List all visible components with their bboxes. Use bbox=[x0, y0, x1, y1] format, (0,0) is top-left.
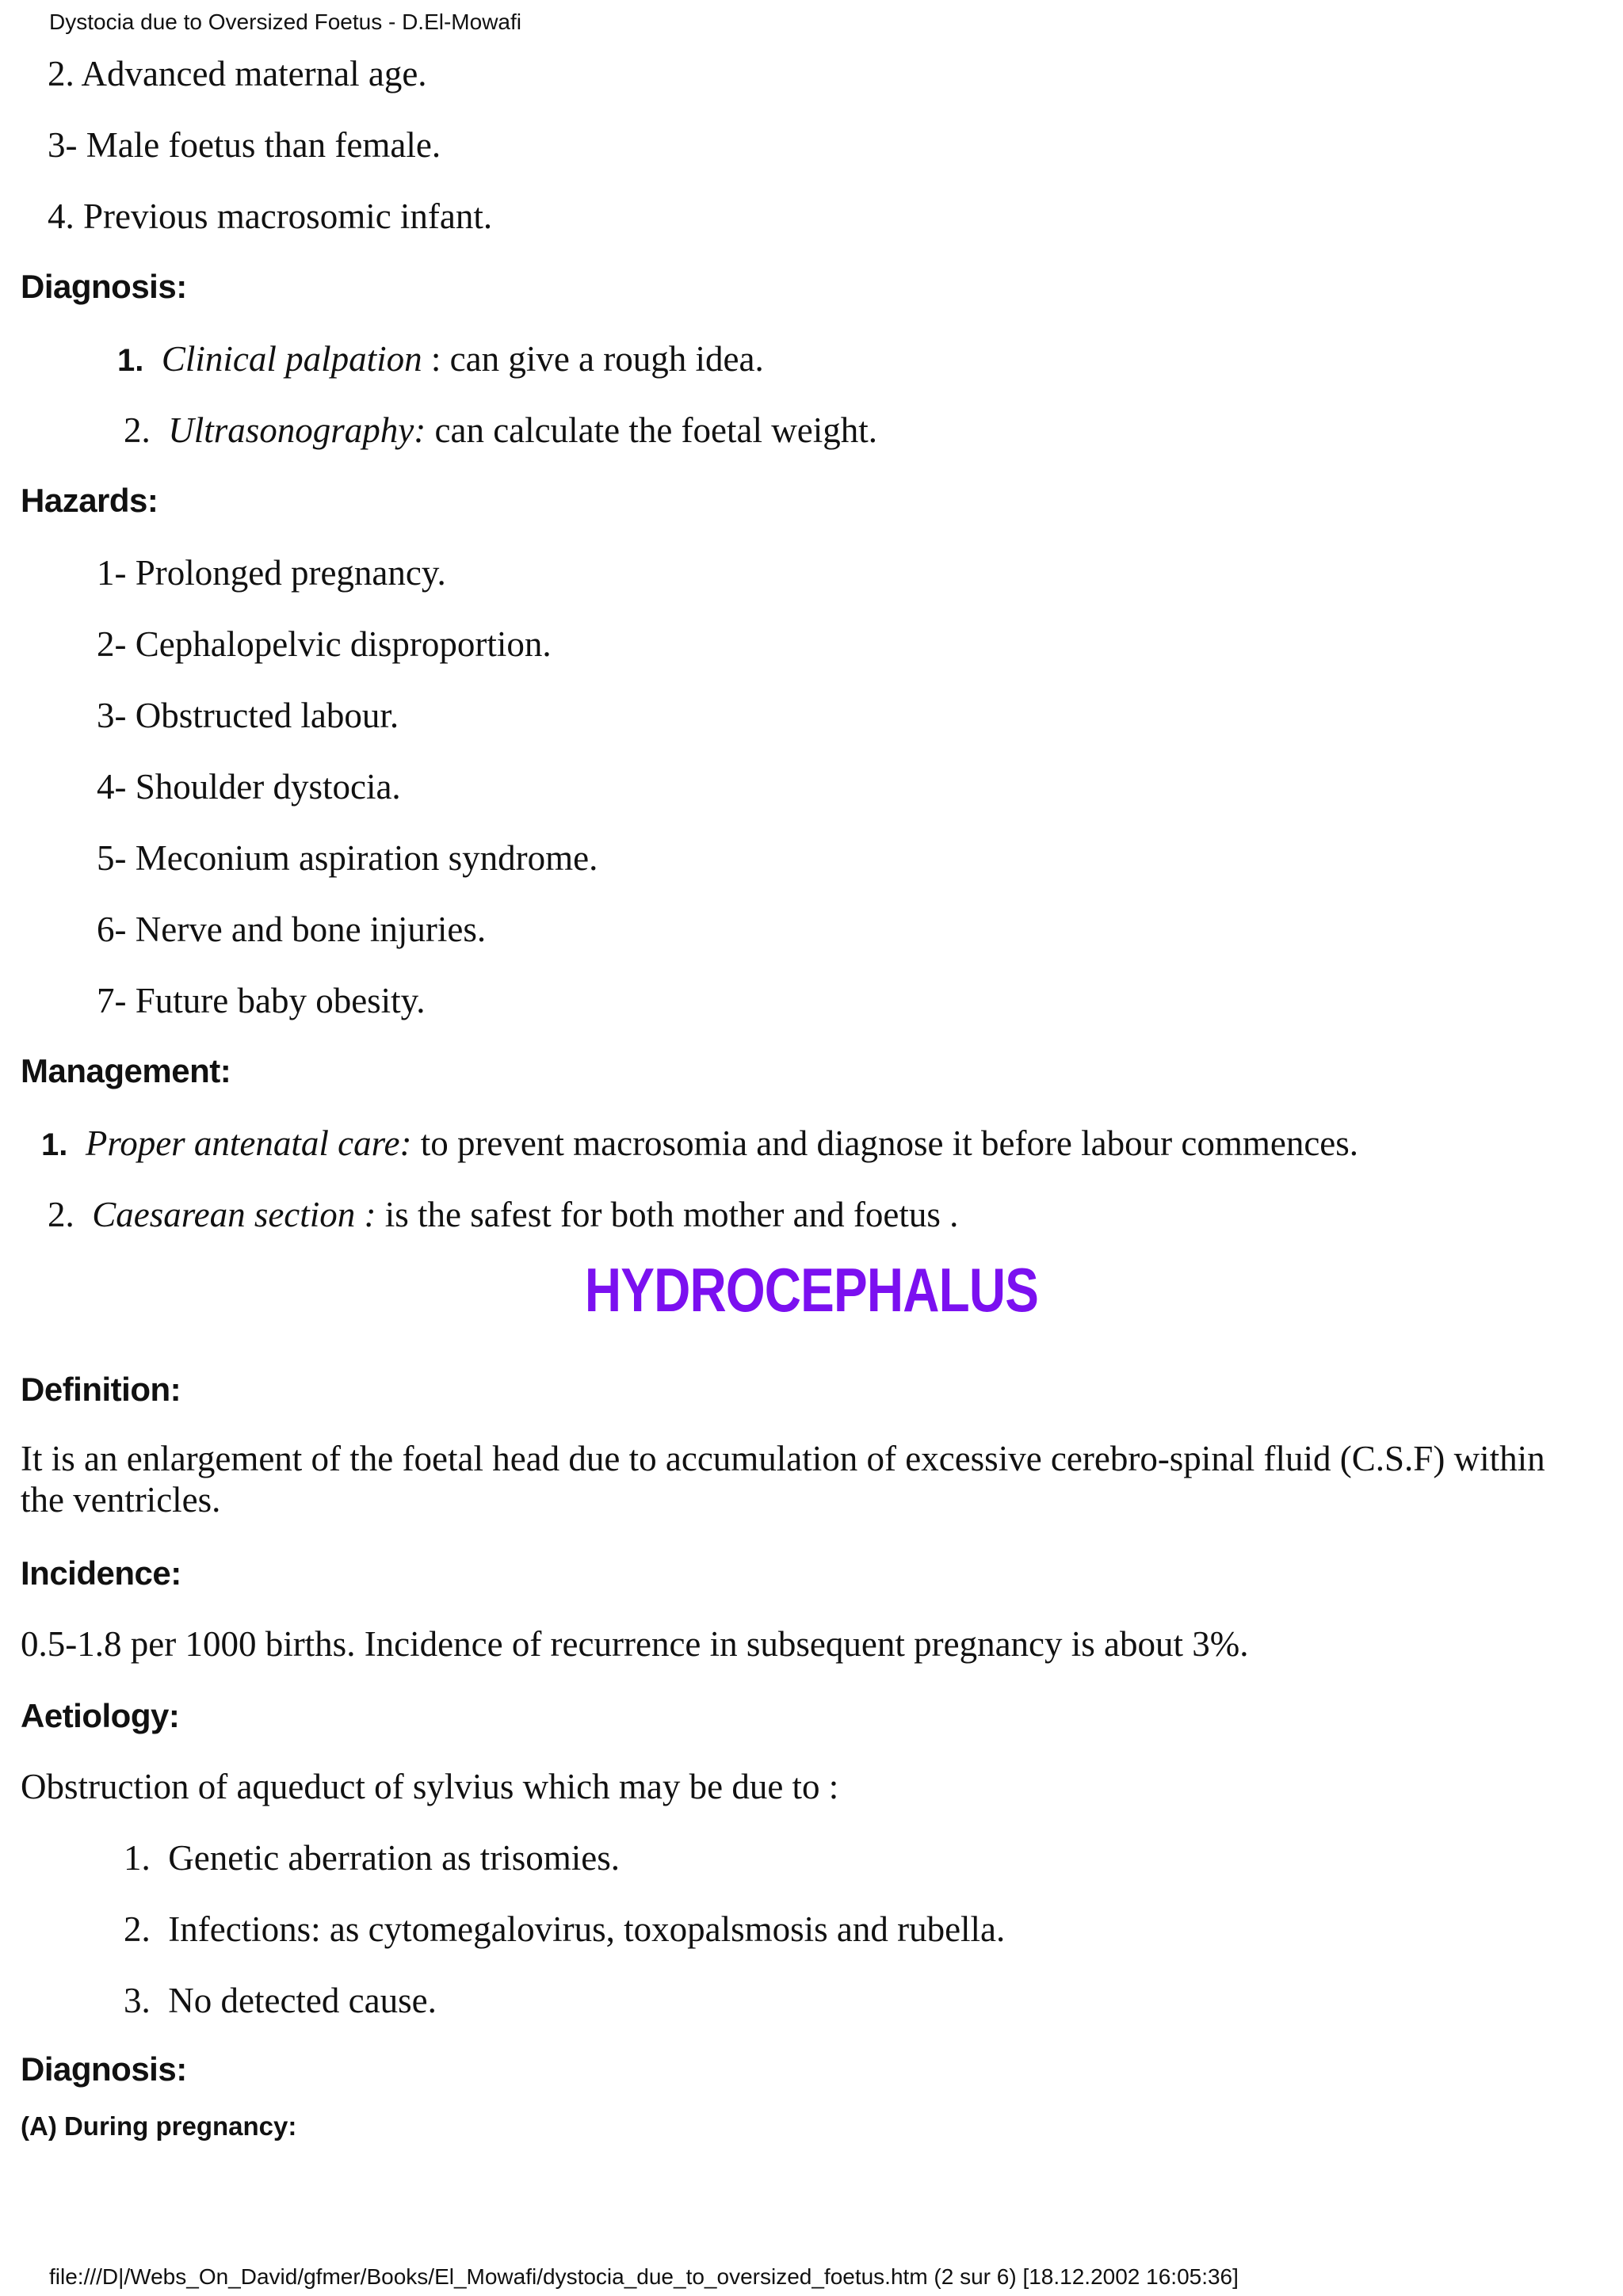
section-heading-diagnosis: Diagnosis: bbox=[21, 2050, 187, 2088]
list-item: 2. Advanced maternal age. bbox=[48, 54, 427, 93]
list-item: 1. Genetic aberration as trisomies. bbox=[124, 1838, 621, 1878]
section-title: HYDROCEPHALUS bbox=[584, 1255, 1039, 1325]
list-item: 1. Proper antenatal care: to prevent macrosomia and diagnose it before labour commences. bbox=[41, 1123, 1359, 1163]
section-heading-definition: Definition: bbox=[21, 1371, 181, 1408]
subheading-during-pregnancy: (A) During pregnancy: bbox=[21, 2111, 297, 2141]
list-item: 5- Meconium aspiration syndrome. bbox=[97, 838, 598, 878]
list-item: 4. Previous macrosomic infant. bbox=[48, 196, 493, 236]
section-heading-diagnosis: Diagnosis: bbox=[21, 268, 187, 305]
section-heading-management: Management: bbox=[21, 1052, 231, 1089]
list-item: 2. Ultrasonography: can calculate the foetal weight. bbox=[124, 410, 877, 450]
section-heading-hazards: Hazards: bbox=[21, 482, 158, 519]
section-heading-incidence: Incidence: bbox=[21, 1554, 181, 1592]
section-heading-aetiology: Aetiology: bbox=[21, 1697, 180, 1734]
list-item: 3- Male foetus than female. bbox=[48, 125, 441, 165]
list-item: 2. Infections: as cytomegalovirus, toxopalsmosis and rubella. bbox=[124, 1909, 1006, 1949]
list-item: 2- Cephalopelvic disproportion. bbox=[97, 624, 552, 664]
list-item: 1- Prolonged pregnancy. bbox=[97, 553, 446, 593]
list-item: 2. Caesarean section : is the safest for both mother and foetus . bbox=[48, 1195, 959, 1234]
list-item: 3- Obstructed labour. bbox=[97, 696, 399, 735]
list-item: 6- Nerve and bone injuries. bbox=[97, 910, 487, 949]
list-item: 4- Shoulder dystocia. bbox=[97, 767, 401, 807]
list-item: 3. No detected cause. bbox=[124, 1981, 437, 2020]
incidence-text: 0.5-1.8 per 1000 births. Incidence of recurrence in subsequent pregnancy is about 3%. bbox=[21, 1624, 1249, 1664]
page-header: Dystocia due to Oversized Foetus - D.El-Mowafi bbox=[49, 10, 521, 34]
list-item: 1. Clinical palpation : can give a rough idea. bbox=[117, 339, 764, 379]
definition-text: It is an enlargement of the foetal head due to accumulation of excessive cerebro-spinal fluid (C.S.F) within the ventricles. bbox=[21, 1439, 1545, 1520]
list-item: 7- Future baby obesity. bbox=[97, 981, 426, 1020]
aetiology-intro: Obstruction of aqueduct of sylvius which may be due to : bbox=[21, 1767, 839, 1806]
page-footer: file:///D|/Webs_On_David/gfmer/Books/El_Mowafi/dystocia_due_to_oversized_foetus.htm (2 sur 6) [18.12.2002 16:05:36] bbox=[49, 2264, 1239, 2289]
